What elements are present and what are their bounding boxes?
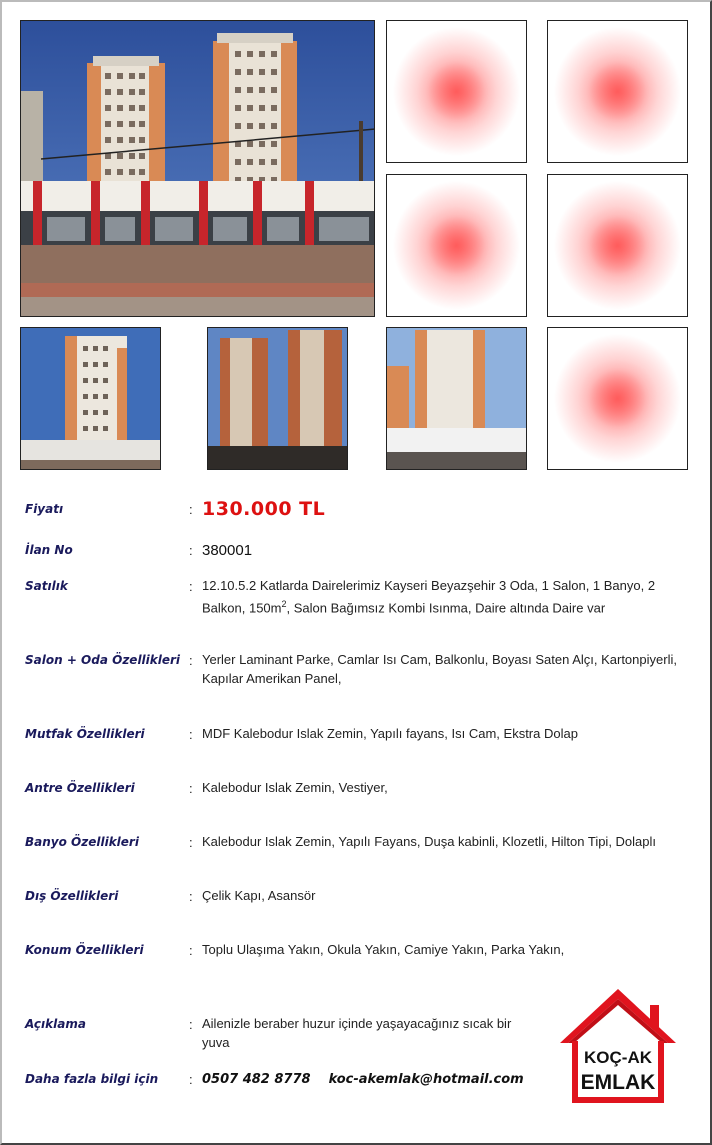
price-label: Fiyatı: [25, 502, 64, 516]
listing-no-value: 380001: [202, 542, 253, 559]
logo-line1: KOÇ-AK: [584, 1048, 652, 1067]
house-logo-icon: [556, 985, 680, 1107]
contact-value: [202, 1070, 542, 1089]
location-value: Toplu Ulaşıma Yakın, Okula Yakın, Camiye Yakın, Parka Yakın,: [202, 942, 565, 957]
living-room-label: Salon + Oda Özellikleri: [25, 653, 181, 667]
placeholder-glow: [393, 27, 520, 156]
sale-value-line1: 12.10.5.2 Katlarda Dairelerimiz Kayseri Beyazşehir 3 Oda, 1 Salon, 1 Banyo, 2: [202, 578, 656, 593]
colon: :: [189, 502, 193, 517]
placeholder-glow: [393, 181, 520, 310]
colon: :: [189, 889, 193, 904]
location-label: Konum Özellikleri: [25, 943, 144, 957]
colon: :: [189, 835, 193, 850]
square-meter-superscript: 2: [281, 599, 287, 609]
exterior-label: Dış Özellikleri: [25, 889, 119, 903]
photo-placeholder[interactable]: [547, 327, 688, 470]
colon: :: [189, 1017, 193, 1032]
placeholder-glow: [554, 181, 681, 310]
colon: :: [189, 579, 193, 594]
thumbnail-image: [387, 328, 527, 470]
kitchen-label: Mutfak Özellikleri: [25, 727, 145, 741]
main-building-photo[interactable]: [20, 20, 375, 317]
colon: :: [189, 543, 193, 558]
main-photo-image: [21, 21, 375, 317]
photo-placeholder[interactable]: [386, 20, 527, 163]
placeholder-glow: [554, 334, 681, 463]
placeholder-glow: [554, 27, 681, 156]
thumbnail-image: [208, 328, 348, 470]
building-thumbnail-2[interactable]: [207, 327, 348, 470]
building-thumbnail-3[interactable]: [386, 327, 527, 470]
bathroom-value: Kalebodur Islak Zemin, Yapılı Fayans, Duşa kabinli, Klozetli, Hilton Tipi, Dolaplı: [202, 834, 657, 849]
bathroom-label: Banyo Özellikleri: [25, 835, 139, 849]
koc-ak-emlak-logo: [556, 985, 680, 1107]
sale-value-line2: [202, 595, 692, 617]
colon: :: [189, 1072, 193, 1087]
living-room-value: Yerler Laminant Parke, Camlar Isı Cam, Balkonlu, Boyası Saten Alçı, Kartonpiyerli, Kapılar Amerikan Panel,: [202, 652, 677, 686]
sale-label: Satılık: [25, 579, 68, 593]
kitchen-value: MDF Kalebodur Islak Zemin, Yapılı fayans, Isı Cam, Ekstra Dolap: [202, 726, 578, 741]
sale-area-text: Balkon, 150m: [202, 600, 282, 616]
photo-placeholder[interactable]: [547, 174, 688, 317]
sale-rest-text: , Salon Bağımsız Kombi Isınma, Daire altında Daire var: [286, 600, 606, 616]
entrance-label: Antre Özellikleri: [25, 781, 135, 795]
description-value: Ailenizle beraber huzur içinde yaşayacağınız sıcak bir yuva: [202, 1016, 512, 1050]
sale-value: [202, 576, 692, 617]
photo-placeholder[interactable]: [386, 174, 527, 317]
contact-email[interactable]: koc-akemlak@hotmail.com: [328, 1072, 524, 1087]
description-label: Açıklama: [25, 1017, 86, 1031]
entrance-value: Kalebodur Islak Zemin, Vestiyer,: [202, 780, 388, 795]
listing-no-label: İlan No: [25, 543, 73, 557]
colon: :: [189, 943, 193, 958]
contact-phone[interactable]: 0507 482 8778: [202, 1072, 311, 1087]
price-value: 130.000 TL: [202, 498, 326, 520]
colon: :: [189, 653, 193, 668]
exterior-value: Çelik Kapı, Asansör: [202, 888, 316, 903]
logo-line2: EMLAK: [580, 1071, 656, 1094]
colon: :: [189, 781, 193, 796]
building-thumbnail-1[interactable]: [20, 327, 161, 470]
thumbnail-image: [21, 328, 161, 470]
colon: :: [189, 727, 193, 742]
contact-label: Daha fazla bilgi için: [25, 1072, 159, 1086]
photo-placeholder[interactable]: [547, 20, 688, 163]
